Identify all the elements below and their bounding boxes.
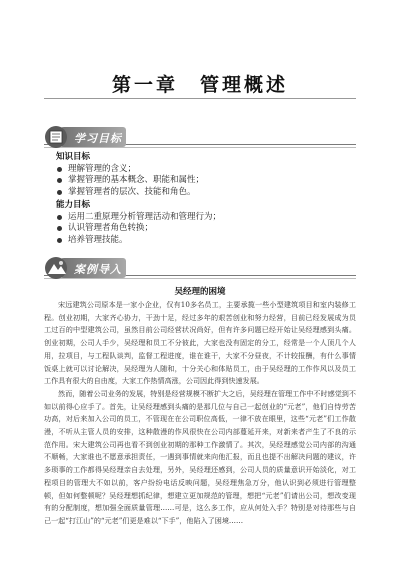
list-item: 培养管理技能。 (56, 235, 356, 247)
bullet-icon (57, 215, 62, 220)
bullet-icon (57, 238, 62, 243)
case-paragraph: 然而，随着公司业务的发展，特别是经营规模不断扩大之后，吴经理在管理工作中不时感觉到不如以前得心应手了。首先，让吴经理感到头痛的是那几位与自己一起创业的“元老”，他们自恃劳苦功高，对后来加入公司的员工，不管现在在公司职位高低，一律不放在眼里，这些“元老”们工作散漫，不听从主管人员的安排，这种散漫的作风很快在公司内部蔓延开来，对新来者产生了不良的示范作用。宋大建筑公司再也看不到创业初期的那种工作激情了。其次，吴经理感觉公司内部的沟通不顺畅，大家谁也不愿意承担责任，一遇到事情就来向他汇报，而且也提不出解决问题的建议，许多琐事的工作都得吴经理亲自去处理，另外，吴经理还感到，公司人员的质量意识开始淡化，对工程项目的管理大不如以前，客户纷纷电话反映问题，吴经理焦急万分，他认识到必须进行管理整顿，但如何整顿呢？吴经理想抓纪律，想建立更加规范的管理，想把“元老”们请出公司，想改变现有的分配制度，想加强全面质量管理……可是，这么多工作，应从何处入手？特别是对待那些与自己一起“打江山”的“元老”们更是难以“下手”，他陷入了困境…… (44, 388, 356, 525)
ability-objectives (56, 200, 356, 246)
case-title: 吴经理的困境 (174, 287, 226, 297)
banner-rule-thin (44, 278, 356, 279)
list-item: 理解管理的含义； (56, 164, 356, 176)
objectives-banner-label: 学习目标 (74, 132, 122, 145)
bullet-icon (57, 178, 62, 183)
ability-list (56, 212, 356, 247)
bullet-icon (57, 167, 62, 172)
bullet-icon (57, 190, 62, 195)
list-item: 认识管理者角色转换； (56, 223, 356, 235)
knowledge-heading: 知识目标 (56, 152, 91, 162)
chapter-title: 第一章 管理概述 (111, 74, 288, 96)
case-body (44, 299, 356, 528)
banner-rule-thin (44, 147, 356, 148)
objectives-banner (44, 127, 356, 151)
notebook-icon (44, 125, 70, 149)
list-item: 运用二重原理分析管理活动和管理行为； (56, 212, 356, 224)
list-item: 掌握管理者的层次、技能和角色。 (56, 187, 356, 199)
case-banner-label: 案例导入 (74, 263, 122, 276)
mountain-icon (44, 256, 70, 280)
case-paragraph: 宋远建筑公司原本是一家小企业，仅有10多名员工，主要承揽一些小型建筑项目和室内装修工程。创业初期，大家齐心协力，干劲十足，经过多年的艰苦创业和努力经营，目前已经发展成为员工过百的中型建筑公司，虽然目前公司经营状况尚好，但有许多问题已经开始让吴经理感到头痛。创业初期，公司人手少，吴经理和员工不分彼此，大家也没有固定的分工，经常是一个人顶几个人用，拉项目，与工程队谈判，监督工程进度，谁在谁干，大家不分昼夜，不计较报酬，有什么事情饭桌上就可以讨论解决，吴经理为人随和，十分关心和体贴员工，由于吴经理的工作作风以及员工工作具有很大的自由度，大家工作热情高涨，公司因此得到快速发展。 (44, 300, 356, 386)
list-item: 掌握管理的基本概念、职能和属性； (56, 175, 356, 187)
title-divider (44, 98, 356, 99)
ability-heading: 能力目标 (56, 200, 91, 210)
knowledge-list (56, 164, 356, 199)
knowledge-objectives (56, 152, 356, 198)
case-banner (44, 258, 356, 282)
bullet-icon (57, 226, 62, 231)
